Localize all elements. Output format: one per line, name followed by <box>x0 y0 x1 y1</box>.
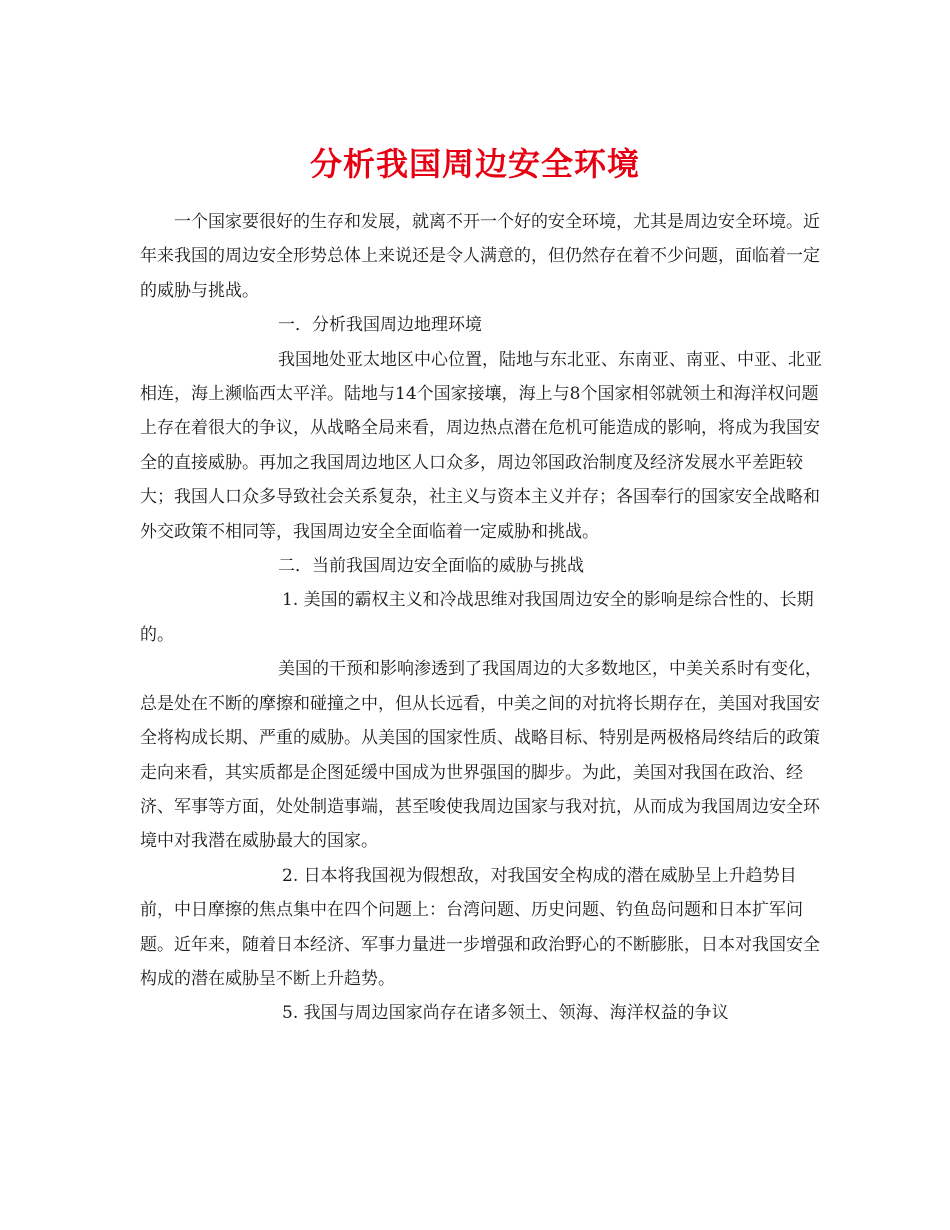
point-2-paragraph: 2. 日本将我国视为假想敌，对我国安全构成的潜在威胁呈上升趋势目前，中日摩擦的焦点集中在四个问题上：台湾问题、历史问题、钓鱼岛问题和日本扩军问题。近年来，随着日本经济、军事力量进一步增强和政治野心的不断膨胀，日本对我国安全构成的潜在威胁呈不断上升趋势。 <box>140 865 820 989</box>
geography-paragraph: 我国地处亚太地区中心位置，陆地与东北亚、东南亚、南亚、中亚、北亚相连，海上濒临西太平洋。陆地与14个国家接壤，海上与8个国家相邻就领土和海洋权问题上存在着很大的争议，从战略全局来看，周边热点潜在危机可能造成的影响，将成为我国安全的直接威胁。再加之我国周边地区人口众多，周边邻国政治制度及经济发展水平差距较大；我国人口众多导致社会关系复杂，社主义与资本主义并存；各国奉行的国家安全战略和外交政策不相同等，我国周边安全全面临着一定威胁和挑战。 <box>140 349 822 542</box>
section-heading-1: 一．分析我国周边地理环境 <box>278 315 482 336</box>
document-title: 分析我国周边安全环境 <box>309 145 640 184</box>
us-influence-paragraph: 美国的干预和影响渗透到了我国周边的大多数地区，中美关系时有变化，总是处在不断的摩擦和碰撞之中，但从长远看，中美之间的对抗将长期存在，美国对我国安全将构成长期、严重的威胁。从美国的国家性质、战略目标、特别是两极格局终结后的政策走向来看，其实质都是企图延缓中国成为世界强国的脚步。为此，美国对我国在政治、经济、军事等方面，处处制造事端，甚至唆使我周边国家与我对抗，从而成为我国周边安全环境中对我潜在威胁最大的国家。 <box>140 659 822 852</box>
intro-paragraph: 一个国家要很好的生存和发展，就离不开一个好的安全环境，尤其是周边安全环境。近年来我国的周边安全形势总体上来说还是令人满意的，但仍然存在着不少问题，面临着一定的威胁与挑战。 <box>140 212 820 301</box>
point-5-heading: 5. 我国与周边国家尚存在诸多领土、领海、海洋权益的争议 <box>282 1003 729 1024</box>
point-1-heading: 1. 美国的霸权主义和冷战思维对我国周边安全的影响是综合性的、长期的。 <box>140 590 814 645</box>
section-heading-2: 二．当前我国周边安全面临的威胁与挑战 <box>278 556 584 577</box>
document-body <box>140 205 822 1031</box>
